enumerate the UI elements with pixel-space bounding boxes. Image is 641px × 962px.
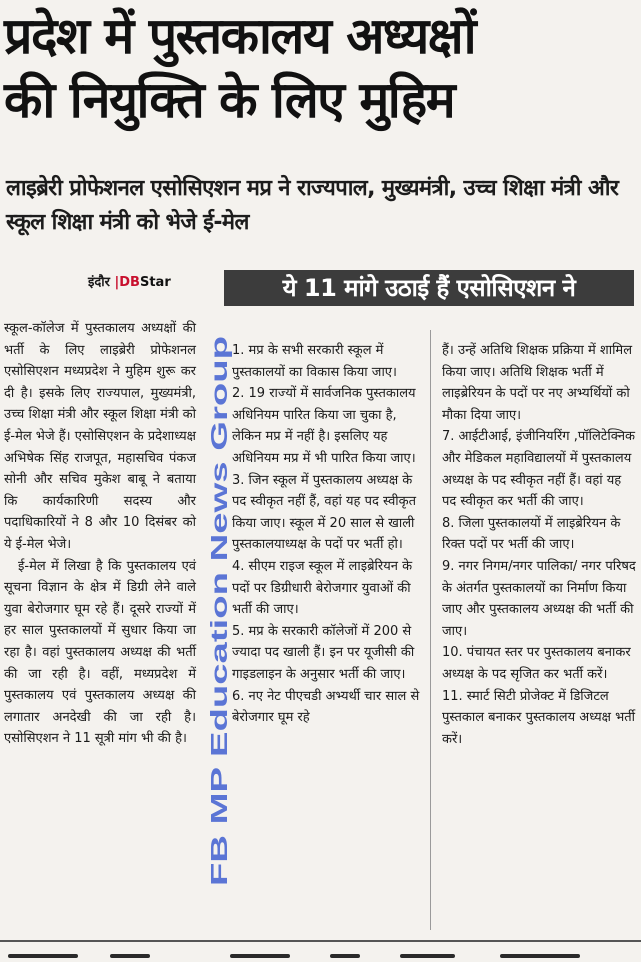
watermark-text: FB MP Education News Group	[206, 555, 232, 886]
demand-item: 1. मप्र के सभी सरकारी स्कूल में पुस्तकालयों का विकास किया जाए।	[232, 343, 397, 380]
demand-item: 2. 19 राज्यों में सार्वजनिक पुस्तकालय अधिनियम पारित किया जा चुका है, लेकिन मप्र में नहीं है। इसलिए यह अधिनियम मप्र में भी पारित किया जाए।	[232, 386, 416, 466]
cropped-next-article	[0, 950, 641, 962]
subheadline: लाइब्रेरी प्रोफेशनल एसोसिएशन मप्र ने राज्यपाल, मुख्यमंत्री, उच्च शिक्षा मंत्री और स्कूल शिक्षा मंत्री को भेजे ई-मेल	[6, 176, 619, 235]
headline	[4, 4, 638, 132]
body-paragraph: ई-मेल में लिखा है कि पुस्तकालय एवं सूचना विज्ञान के क्षेत्र में डिग्री लेने वाले युवा बेरोजगार घूम रहे हैं। दूसरे राज्यों में हर साल पुस्तकालयों में सुधार किया जा रहा है। वहां पुस्तकालय अध्यक्ष की भर्ती की जा रही है। वहीं, मध्यप्रदेश में पुस्तकालय एवं पुस्तकालय अध्यक्ष की लगातार अनदेखी की जा रही है। एसोसिएशन ने 11 सूत्री मांग भी की है।	[4, 558, 196, 747]
body-paragraph: स्कूल-कॉलेज में पुस्तकालय अध्यक्षों की भर्ती के लिए लाइब्रेरी प्रोफेशनल एसोसिएशन मध्यप्रदेश ने मुहिम शुरू कर दी है। इसके लिए राज्यपाल, मुख्यमंत्री, उच्च शिक्षा मंत्री और स्कूल शिक्षा मंत्री को ई-मेल भेजे हैं। एसोसिएशन के प्रदेशाध्यक्ष अभिषेक सिंह राजपूत, महासचिव पंकज सोनी और सचिव मुकेश बाबू ने बताया कि कार्यकारिणी सदस्य और पदाधिकारियों ने 8 और 10 दिसंबर को ये ई-मेल भेजे।	[4, 321, 196, 552]
demand-item: हैं। उन्हें अतिथि शिक्षक प्रक्रिया में शामिल किया जाए। अतिथि शिक्षक भर्ती में लाइब्रेरियन के पदों पर नए अभ्यर्थियों को मौका दिया जाए।	[442, 343, 633, 423]
demands-banner: ये 11 मांगे उठाई हैं एसोसिएशन ने	[224, 270, 634, 306]
headline-line-1: प्रदेश में पुस्तकालय अध्यक्षों	[4, 7, 476, 65]
demand-item: 8. जिला पुस्तकालयों में लाइब्रेरियन के रिक्त पदों पर भर्ती की जाए।	[442, 515, 621, 553]
watermark	[206, 330, 232, 890]
demands-column-2	[442, 340, 636, 750]
column-divider	[430, 330, 431, 930]
demand-item: 11. स्मार्ट सिटी प्रोजेक्ट में डिजिटल पुस्तकाल बनाकर पुस्तकालय अध्यक्ष भर्ती करें।	[442, 688, 636, 747]
demand-item: 7. आईटीआई, इंजीनियरिंग ,पॉलिटेक्निक और मेडिकल महाविद्यालयों में पुस्तकालय अध्यक्ष के पद स्वीकृत नहीं हैं। वहां यह पद स्वीकृत कर भर्ती की जाए।	[442, 429, 636, 510]
dateline-city: इंदौर	[88, 275, 110, 290]
demands-column-1	[232, 340, 427, 729]
dbstar-logo: |DBStar	[114, 275, 171, 290]
headline-line-2: की नियुक्ति के लिए मुहिम	[4, 71, 455, 129]
demand-item: 5. मप्र के सरकारी कॉलेजों में 200 से ज्यादा पद खाली हैं। इन पर यूजीसी की गाइडलाइन के अनुसार भर्ती की जाए।	[232, 623, 415, 682]
bottom-divider	[0, 940, 641, 942]
demand-item: 10. पंचायत स्तर पर पुस्तकालय बनाकर अध्यक्ष के पद सृजित कर भर्ती करें।	[442, 645, 631, 682]
dateline	[88, 272, 171, 290]
article-body	[4, 318, 196, 750]
demand-item: 6. नए नेट पीएचडी अभ्यर्थी चार साल से बेरोजगार घूम रहे	[232, 688, 420, 726]
demand-item: 9. नगर निगम/नगर पालिका/ नगर परिषद के अंतर्गत पुस्तकालयों का निर्माण किया जाए और पुस्तकालय अध्यक्ष की भर्ती की जाए।	[442, 558, 636, 639]
demand-item: 3. जिन स्कूल में पुस्तकालय अध्यक्ष के पद स्वीकृत नहीं हैं, वहां यह पद स्वीकृत किया जाए। स्कूल में 20 साल से खाली पुस्तकालयाध्यक्ष के पदों पर भर्ती हो।	[232, 472, 417, 553]
demand-item: 4. सीएम राइज स्कूल में लाइब्रेरियन के पदों पर डिग्रीधारी बेरोजगार युवाओं की भर्ती की जाए।	[232, 558, 413, 618]
